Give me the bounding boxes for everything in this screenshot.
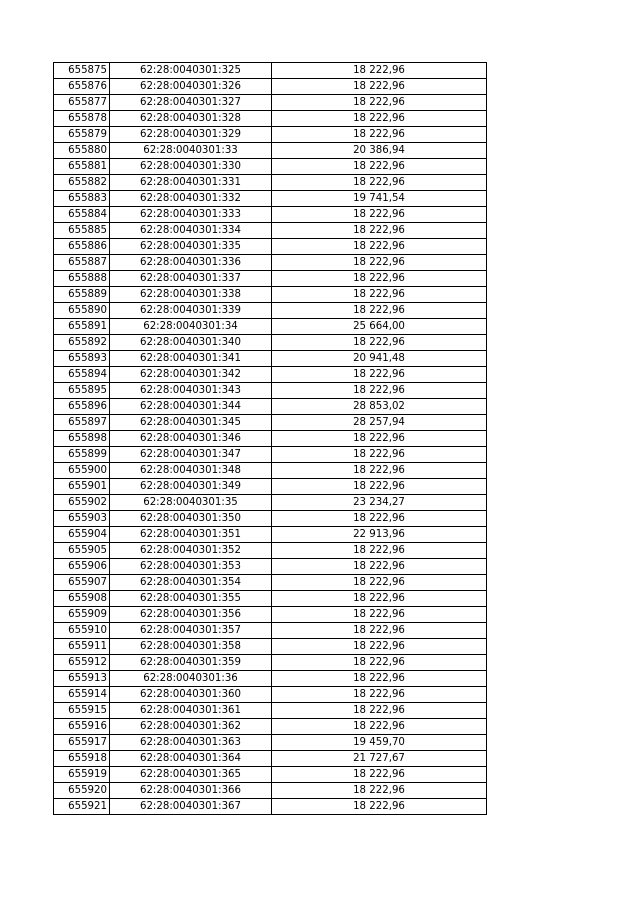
- value-cell: 28 853,02: [272, 399, 487, 415]
- row-id-cell: 655876: [54, 79, 110, 95]
- row-id-cell: 655911: [54, 639, 110, 655]
- row-id-cell: 655878: [54, 111, 110, 127]
- table-row: [54, 799, 487, 815]
- table-row: [54, 431, 487, 447]
- value-cell: 23 234,27: [272, 495, 487, 511]
- cadastral-number-cell: 62:28:0040301:344: [110, 399, 272, 415]
- row-id-cell: 655877: [54, 95, 110, 111]
- row-id-cell: 655908: [54, 591, 110, 607]
- table-row: [54, 591, 487, 607]
- table-row: [54, 607, 487, 623]
- value-cell: 18 222,96: [272, 479, 487, 495]
- table-row: [54, 559, 487, 575]
- value-cell: 18 222,96: [272, 511, 487, 527]
- value-cell: 18 222,96: [272, 159, 487, 175]
- cadastral-number-cell: 62:28:0040301:34: [110, 319, 272, 335]
- table-row: [54, 303, 487, 319]
- table-row: [54, 143, 487, 159]
- table-row: [54, 191, 487, 207]
- value-cell: 20 941,48: [272, 351, 487, 367]
- cadastral-number-cell: 62:28:0040301:328: [110, 111, 272, 127]
- value-cell: 18 222,96: [272, 655, 487, 671]
- cadastral-number-cell: 62:28:0040301:335: [110, 239, 272, 255]
- row-id-cell: 655882: [54, 175, 110, 191]
- table-row: [54, 319, 487, 335]
- row-id-cell: 655894: [54, 367, 110, 383]
- cadastral-number-cell: 62:28:0040301:342: [110, 367, 272, 383]
- table-row: [54, 207, 487, 223]
- value-cell: 18 222,96: [272, 79, 487, 95]
- row-id-cell: 655913: [54, 671, 110, 687]
- table-row: [54, 623, 487, 639]
- row-id-cell: 655920: [54, 783, 110, 799]
- value-cell: 21 727,67: [272, 751, 487, 767]
- cadastral-number-cell: 62:28:0040301:352: [110, 543, 272, 559]
- cadastral-number-cell: 62:28:0040301:362: [110, 719, 272, 735]
- cadastral-number-cell: 62:28:0040301:36: [110, 671, 272, 687]
- value-cell: 18 222,96: [272, 175, 487, 191]
- cadastral-number-cell: 62:28:0040301:357: [110, 623, 272, 639]
- value-cell: 19 459,70: [272, 735, 487, 751]
- table-row: [54, 671, 487, 687]
- table-row: [54, 735, 487, 751]
- row-id-cell: 655885: [54, 223, 110, 239]
- data-table: [53, 62, 487, 815]
- table-row: [54, 335, 487, 351]
- cadastral-number-cell: 62:28:0040301:327: [110, 95, 272, 111]
- row-id-cell: 655893: [54, 351, 110, 367]
- table-row: [54, 287, 487, 303]
- table-row: [54, 95, 487, 111]
- cadastral-number-cell: 62:28:0040301:340: [110, 335, 272, 351]
- cadastral-number-cell: 62:28:0040301:367: [110, 799, 272, 815]
- row-id-cell: 655888: [54, 271, 110, 287]
- row-id-cell: 655881: [54, 159, 110, 175]
- value-cell: 28 257,94: [272, 415, 487, 431]
- value-cell: 18 222,96: [272, 287, 487, 303]
- row-id-cell: 655903: [54, 511, 110, 527]
- table-row: [54, 543, 487, 559]
- value-cell: 18 222,96: [272, 559, 487, 575]
- value-cell: 18 222,96: [272, 127, 487, 143]
- row-id-cell: 655910: [54, 623, 110, 639]
- row-id-cell: 655895: [54, 383, 110, 399]
- cadastral-number-cell: 62:28:0040301:338: [110, 287, 272, 303]
- row-id-cell: 655883: [54, 191, 110, 207]
- cadastral-number-cell: 62:28:0040301:360: [110, 687, 272, 703]
- value-cell: 20 386,94: [272, 143, 487, 159]
- row-id-cell: 655880: [54, 143, 110, 159]
- cadastral-number-cell: 62:28:0040301:35: [110, 495, 272, 511]
- table-row: [54, 575, 487, 591]
- table-row: [54, 495, 487, 511]
- table-row: [54, 79, 487, 95]
- value-cell: 18 222,96: [272, 95, 487, 111]
- cadastral-number-cell: 62:28:0040301:351: [110, 527, 272, 543]
- value-cell: 18 222,96: [272, 63, 487, 79]
- table-row: [54, 415, 487, 431]
- value-cell: 18 222,96: [272, 431, 487, 447]
- value-cell: 18 222,96: [272, 303, 487, 319]
- cadastral-number-cell: 62:28:0040301:363: [110, 735, 272, 751]
- table-row: [54, 719, 487, 735]
- row-id-cell: 655918: [54, 751, 110, 767]
- row-id-cell: 655917: [54, 735, 110, 751]
- cadastral-number-cell: 62:28:0040301:364: [110, 751, 272, 767]
- cadastral-number-cell: 62:28:0040301:341: [110, 351, 272, 367]
- cadastral-number-cell: 62:28:0040301:336: [110, 255, 272, 271]
- cadastral-number-cell: 62:28:0040301:333: [110, 207, 272, 223]
- cadastral-number-cell: 62:28:0040301:359: [110, 655, 272, 671]
- value-cell: 18 222,96: [272, 607, 487, 623]
- row-id-cell: 655896: [54, 399, 110, 415]
- table-row: [54, 367, 487, 383]
- cadastral-number-cell: 62:28:0040301:358: [110, 639, 272, 655]
- row-id-cell: 655892: [54, 335, 110, 351]
- cadastral-number-cell: 62:28:0040301:339: [110, 303, 272, 319]
- cadastral-number-cell: 62:28:0040301:350: [110, 511, 272, 527]
- table-row: [54, 703, 487, 719]
- row-id-cell: 655915: [54, 703, 110, 719]
- value-cell: 18 222,96: [272, 271, 487, 287]
- table-row: [54, 239, 487, 255]
- row-id-cell: 655875: [54, 63, 110, 79]
- value-cell: 18 222,96: [272, 719, 487, 735]
- cadastral-number-cell: 62:28:0040301:346: [110, 431, 272, 447]
- value-cell: 18 222,96: [272, 223, 487, 239]
- value-cell: 18 222,96: [272, 687, 487, 703]
- row-id-cell: 655905: [54, 543, 110, 559]
- row-id-cell: 655879: [54, 127, 110, 143]
- table-row: [54, 271, 487, 287]
- cadastral-number-cell: 62:28:0040301:337: [110, 271, 272, 287]
- row-id-cell: 655899: [54, 447, 110, 463]
- table-row: [54, 447, 487, 463]
- table-row: [54, 175, 487, 191]
- value-cell: 18 222,96: [272, 255, 487, 271]
- table-row: [54, 687, 487, 703]
- value-cell: 18 222,96: [272, 703, 487, 719]
- table-row: [54, 111, 487, 127]
- cadastral-number-cell: 62:28:0040301:366: [110, 783, 272, 799]
- row-id-cell: 655897: [54, 415, 110, 431]
- row-id-cell: 655898: [54, 431, 110, 447]
- cadastral-number-cell: 62:28:0040301:347: [110, 447, 272, 463]
- cadastral-number-cell: 62:28:0040301:365: [110, 767, 272, 783]
- cadastral-number-cell: 62:28:0040301:355: [110, 591, 272, 607]
- row-id-cell: 655921: [54, 799, 110, 815]
- row-id-cell: 655887: [54, 255, 110, 271]
- value-cell: 18 222,96: [272, 207, 487, 223]
- cadastral-number-cell: 62:28:0040301:326: [110, 79, 272, 95]
- table-row: [54, 655, 487, 671]
- cadastral-number-cell: 62:28:0040301:334: [110, 223, 272, 239]
- value-cell: 18 222,96: [272, 575, 487, 591]
- row-id-cell: 655912: [54, 655, 110, 671]
- cadastral-number-cell: 62:28:0040301:331: [110, 175, 272, 191]
- value-cell: 18 222,96: [272, 239, 487, 255]
- row-id-cell: 655919: [54, 767, 110, 783]
- table-row: [54, 351, 487, 367]
- value-cell: 18 222,96: [272, 383, 487, 399]
- cadastral-number-cell: 62:28:0040301:33: [110, 143, 272, 159]
- value-cell: 18 222,96: [272, 671, 487, 687]
- row-id-cell: 655901: [54, 479, 110, 495]
- value-cell: 18 222,96: [272, 543, 487, 559]
- value-cell: 19 741,54: [272, 191, 487, 207]
- value-cell: 18 222,96: [272, 367, 487, 383]
- row-id-cell: 655904: [54, 527, 110, 543]
- row-id-cell: 655884: [54, 207, 110, 223]
- table-row: [54, 751, 487, 767]
- table-row: [54, 63, 487, 79]
- value-cell: 18 222,96: [272, 639, 487, 655]
- value-cell: 18 222,96: [272, 783, 487, 799]
- cadastral-number-cell: 62:28:0040301:356: [110, 607, 272, 623]
- row-id-cell: 655900: [54, 463, 110, 479]
- table-row: [54, 159, 487, 175]
- cadastral-number-cell: 62:28:0040301:345: [110, 415, 272, 431]
- table-row: [54, 767, 487, 783]
- table-row: [54, 783, 487, 799]
- cadastral-number-cell: 62:28:0040301:325: [110, 63, 272, 79]
- table-row: [54, 639, 487, 655]
- table-row: [54, 399, 487, 415]
- row-id-cell: 655916: [54, 719, 110, 735]
- value-cell: 18 222,96: [272, 767, 487, 783]
- row-id-cell: 655891: [54, 319, 110, 335]
- table-row: [54, 463, 487, 479]
- row-id-cell: 655902: [54, 495, 110, 511]
- row-id-cell: 655886: [54, 239, 110, 255]
- cadastral-number-cell: 62:28:0040301:354: [110, 575, 272, 591]
- document-sheet: [53, 62, 487, 815]
- table-row: [54, 223, 487, 239]
- table-body: [54, 63, 487, 815]
- value-cell: 18 222,96: [272, 463, 487, 479]
- cadastral-number-cell: 62:28:0040301:349: [110, 479, 272, 495]
- value-cell: 18 222,96: [272, 799, 487, 815]
- row-id-cell: 655907: [54, 575, 110, 591]
- table-row: [54, 383, 487, 399]
- cadastral-number-cell: 62:28:0040301:353: [110, 559, 272, 575]
- row-id-cell: 655889: [54, 287, 110, 303]
- row-id-cell: 655906: [54, 559, 110, 575]
- value-cell: 18 222,96: [272, 111, 487, 127]
- table-row: [54, 479, 487, 495]
- cadastral-number-cell: 62:28:0040301:348: [110, 463, 272, 479]
- cadastral-number-cell: 62:28:0040301:361: [110, 703, 272, 719]
- value-cell: 25 664,00: [272, 319, 487, 335]
- cadastral-number-cell: 62:28:0040301:332: [110, 191, 272, 207]
- table-row: [54, 127, 487, 143]
- row-id-cell: 655890: [54, 303, 110, 319]
- cadastral-number-cell: 62:28:0040301:343: [110, 383, 272, 399]
- table-row: [54, 511, 487, 527]
- value-cell: 18 222,96: [272, 335, 487, 351]
- table-row: [54, 255, 487, 271]
- cadastral-number-cell: 62:28:0040301:329: [110, 127, 272, 143]
- value-cell: 18 222,96: [272, 447, 487, 463]
- value-cell: 18 222,96: [272, 591, 487, 607]
- table-row: [54, 527, 487, 543]
- value-cell: 18 222,96: [272, 623, 487, 639]
- row-id-cell: 655909: [54, 607, 110, 623]
- row-id-cell: 655914: [54, 687, 110, 703]
- cadastral-number-cell: 62:28:0040301:330: [110, 159, 272, 175]
- value-cell: 22 913,96: [272, 527, 487, 543]
